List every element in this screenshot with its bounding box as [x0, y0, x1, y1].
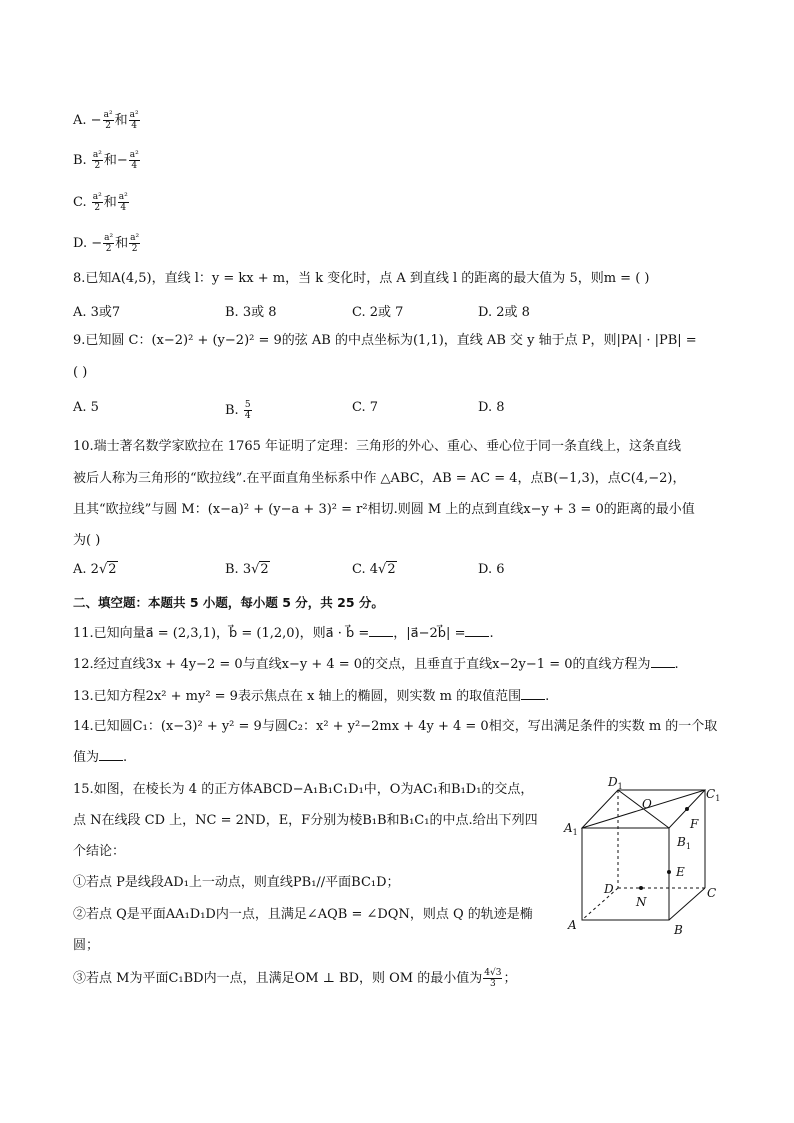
q7-option-d: D. − $\frac{\text{a²}}{2}$ 和 $\frac{\text{a²}}{2}$ — [73, 233, 140, 254]
q9-options — [73, 400, 713, 421]
q9-option-c: C. 7 — [352, 400, 379, 415]
q11-blank-1 — [369, 624, 393, 637]
q9-stem: 9.已知圆 C：(x−2)² + (y−2)² = 9的弦 AB 的中点坐标为(1,1)，直线 AB 交 y 轴于点 P，则|PA| · |PB| = — [73, 333, 697, 348]
point-e — [667, 870, 671, 874]
q10-line1: 10.瑞士著名数学家欧拉在 1765 年证明了定理：三角形的外心、重心、垂心位于同一条直线上，这条直线 — [73, 439, 682, 454]
q15-conclusion-1: ①若点 P是线段AD₁上一动点，则直线PB₁//平面BC₁D； — [73, 875, 400, 890]
q14-line2: 值为 . — [73, 750, 128, 765]
q8-stem: 8.已知A(4,5)，直线 l：y = kx + m，当 k 变化时，点 A 到直线 l 的距离的最大值为 5，则m = ( ) — [73, 271, 650, 286]
q15-line1: 15.如图，在棱长为 4 的正方体ABCD−A₁B₁C₁D₁中，O为AC₁和B₁D₁的交点， — [73, 782, 534, 797]
q7-option-a: A. − $\frac{\text{a²}}{2}$ 和 $\frac{\text{a²}}{4}$ — [73, 110, 139, 131]
q11-blank-2 — [465, 624, 489, 637]
q7-option-c: C. $\frac{\text{a²}}{2}$ 和 $\frac{\text{a²}}{4}$ — [73, 192, 128, 213]
label-o: O — [642, 797, 652, 811]
label-d: D — [604, 882, 614, 896]
point-f — [685, 807, 689, 811]
q15-conclusion-2a: ②若点 Q是平面AA₁D₁D内一点，且满足∠AQB = ∠DQN，则点 Q 的轨迹是椭 — [73, 907, 533, 922]
q8-option-c: C. 2或 7 — [352, 305, 404, 320]
edge-bc — [669, 888, 705, 920]
q12-stem: 12.经过直线3x + 4y−2 = 0与直线x−y + 4 = 0的交点，且垂直于直线x−2y−1 = 0的直线方程为 . — [73, 657, 679, 672]
q10-option-a: A. 2√2 — [73, 562, 117, 577]
front-face — [582, 828, 669, 920]
q15-conclusion-3: ③若点 M为平面C₁BD内一点，且满足OM ⊥ BD，则 OM 的最小值为 $\frac{4√3}{3}$ ； — [73, 968, 517, 989]
q8-option-d: D. 2或 8 — [478, 305, 530, 320]
section-heading-fill-in: 二、填空题：本题共 5 小题，每小题 5 分，共 25 分。 — [73, 595, 384, 610]
label-b1: $B_1$ — [677, 835, 691, 851]
point-n — [639, 886, 643, 890]
q10-option-b: B. 3√2 — [225, 562, 269, 577]
q8-option-b: B. 3或 8 — [225, 305, 277, 320]
label-e: E — [676, 865, 685, 879]
q10-options — [73, 562, 713, 580]
q8-option-a: A. 3或7 — [73, 305, 121, 320]
q10-line2: 被后人称为三角形的“欧拉线”.在平面直角坐标系中作 △ABC，AB = AC = 4，点B(−1,3)，点C(4,−2)， — [73, 471, 686, 486]
q8-options — [73, 301, 713, 319]
label-a: A — [568, 918, 577, 932]
q9-stem-paren: ( ) — [73, 365, 88, 380]
label-f: F — [690, 817, 699, 831]
label-b: B — [674, 923, 683, 937]
label-c1: $C_1$ — [706, 787, 721, 803]
q9-option-b: B. $\frac{5}{4}$ — [225, 400, 251, 421]
q13-stem: 13.已知方程2x² + my² = 9表示焦点在 x 轴上的椭圆，则实数 m 的取值范围 . — [73, 689, 550, 704]
q10-line4: 为( ) — [73, 533, 101, 548]
q9-option-a: A. 5 — [73, 400, 99, 415]
q14-blank — [99, 748, 123, 761]
q12-blank — [651, 655, 675, 668]
label-c: C — [707, 886, 717, 900]
q15-conclusion-2b: 圆； — [73, 938, 100, 953]
q14-line1: 14.已知圆C₁：(x−3)² + y² = 9与圆C₂：x² + y²−2mx + 4y + 4 = 0相交，写出满足条件的实数 m 的一个取 — [73, 719, 718, 734]
q15-line2: 点 N在线段 CD 上，NC = 2ND，E，F分别为棱B₁B和B₁C₁的中点.给出下列四 — [73, 813, 538, 828]
q9-option-d: D. 8 — [478, 400, 505, 415]
q13-blank — [521, 687, 545, 700]
q7-option-b: B. $\frac{\text{a²}}{2}$ 和− $\frac{\text{a²}}{4}$ — [73, 150, 139, 171]
q10-line3: 且其“欧拉线”与圆 M：(x−a)² + (y−a + 3)² = r²相切.则圆 M 上的点到直线x−y + 3 = 0的距离的最小值 — [73, 502, 695, 517]
label-a1: $A_1$ — [564, 821, 578, 837]
q10-option-d: D. 6 — [478, 562, 505, 577]
q15-line3: 个结论： — [73, 844, 126, 859]
q10-option-c: C. 4√2 — [352, 562, 396, 577]
cube-figure — [560, 772, 730, 942]
label-n: N — [636, 895, 647, 909]
label-d1: $D_1$ — [608, 775, 623, 791]
q11-stem: 11.已知向量a⃗ = (2,3,1)，b⃗ = (1,2,0)，则a⃗ · b⃗ = ，|a⃗−2b⃗| = . — [73, 626, 494, 641]
